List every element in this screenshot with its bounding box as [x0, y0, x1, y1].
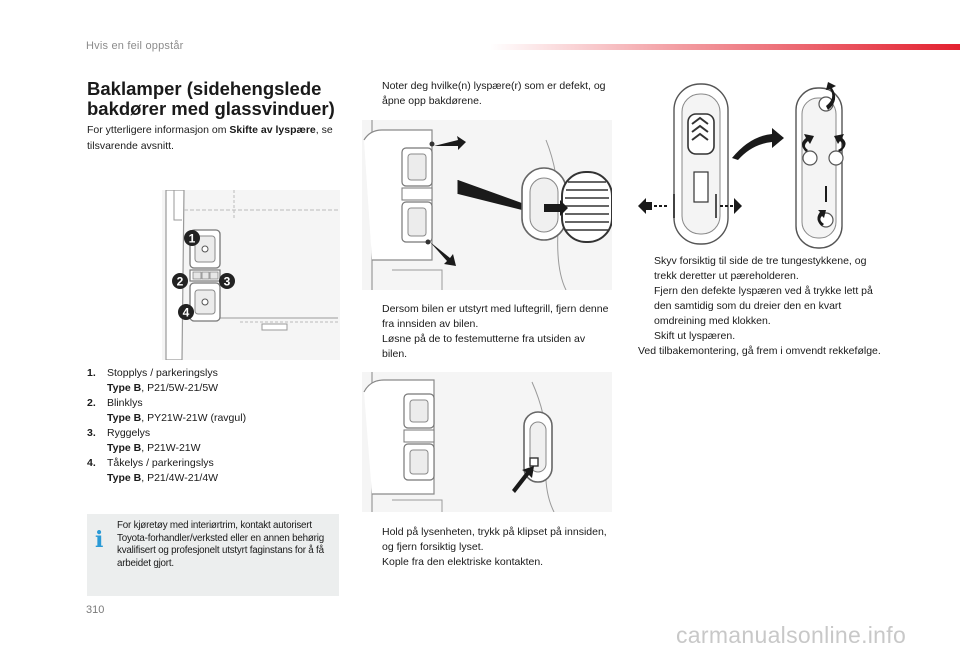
item-number: 2. [87, 397, 96, 409]
item-number: 1. [87, 367, 96, 379]
col2-step-block-1 [366, 79, 606, 109]
col2-step-block-2 [366, 302, 611, 362]
lamp-clip-release-illustration [362, 372, 612, 512]
header-accent-bar [490, 44, 960, 50]
item-number: 3. [87, 427, 96, 439]
lamp-label-2: 2 [176, 274, 184, 289]
col2-step-block-3 [366, 525, 611, 570]
step-bullet [366, 525, 611, 555]
item-name: Stopplys / parkeringslys [107, 367, 218, 379]
intro-prefix: For ytterligere informasjon om [87, 124, 230, 136]
step-bullet [366, 79, 606, 109]
lamp-list [87, 366, 337, 486]
lamp-label-4: 4 [182, 305, 190, 320]
step-text: Skyv forsiktig til side de tre tungestykkene, og trekk deretter ut pæreholderen. [654, 255, 867, 282]
info-icon: i [95, 527, 104, 553]
reassembly-note: Ved tilbakemontering, gå frem i omvendt rekkefølge. [638, 345, 881, 357]
step-bullet [638, 284, 890, 329]
step-bullet [638, 254, 890, 284]
step-bullet [366, 332, 611, 362]
step-bullet [366, 555, 611, 570]
step-text: Skift ut lyspæren. [654, 330, 736, 342]
step-text: Løsne på de to festemutterne fra utsiden av bilen. [382, 333, 586, 360]
step-bullet [366, 302, 611, 332]
step-text: Noter deg hvilke(n) lyspære(r) som er defekt, og åpne opp bakdørene. [382, 80, 606, 107]
item-name: Ryggelys [107, 427, 151, 439]
lamp-list-item [87, 366, 337, 396]
rear-lamp-cluster-illustration [162, 190, 340, 360]
lamp-list-item [87, 396, 337, 426]
lamp-label-1: 1 [188, 231, 196, 246]
watermark: carmanualsonline.info [676, 622, 907, 648]
intro-text [87, 122, 337, 154]
step-text: Kople fra den elektriske kontakten. [382, 556, 544, 568]
intro-suffix: , se tilsvarende avsnitt. [87, 124, 333, 152]
section-title: Baklamper (sidehengslede bakdører med glassvinduer) [87, 78, 335, 119]
step-text: Fjern den defekte lyspæren ved å trykke lett på den samtidig som du dreier den en kvart omdreining med klokken. [654, 285, 873, 327]
item-number: 4. [87, 457, 96, 469]
item-type: Type B, P21/5W-21/5W [107, 382, 219, 394]
step-text: Hold på lysenheten, trykk på klipset på innsiden, og fjern forsiktig lyset. [382, 526, 607, 553]
intro-link-text: Skifte av lyspære [229, 124, 316, 136]
lamp-list-item [87, 426, 337, 456]
item-type: Type B, PY21W-21W (ravgul) [107, 412, 247, 424]
page-number: 310 [86, 604, 105, 616]
info-text: For kjøretøy med interiørtrim, kontakt autorisert Toyota-forhandler/verksted eller en annen behørig kvalifisert og profesjonelt utstyrt faginstans for å få arbeidet gjort. [117, 520, 324, 569]
step-bullet [638, 329, 890, 344]
item-type: Type B, P21/4W-21/4W [107, 472, 219, 484]
lamp-list-item [87, 456, 337, 486]
chapter-title: Hvis en feil oppstår [86, 40, 184, 52]
item-type: Type B, P21W-21W [107, 442, 201, 454]
col3-step-block [638, 254, 890, 359]
door-vent-grille-illustration [362, 120, 612, 290]
info-box [87, 514, 339, 596]
item-name: Blinklys [107, 397, 143, 409]
lamp-label-3: 3 [223, 274, 231, 289]
bulb-holder-illustration [638, 80, 874, 250]
item-name: Tåkelys / parkeringslys [107, 457, 214, 469]
step-text: Dersom bilen er utstyrt med luftegrill, fjern denne fra innsiden av bilen. [382, 303, 609, 330]
